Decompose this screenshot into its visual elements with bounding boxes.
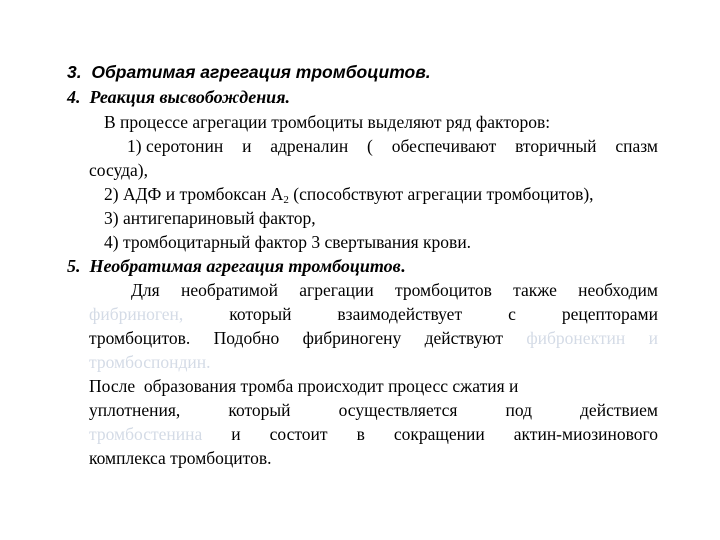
item-4-title: Реакция высвобождения. xyxy=(89,87,290,107)
para-2-line-2 xyxy=(89,398,658,422)
item-4-heading xyxy=(67,85,290,109)
term-fibrinogen: фибриноген, xyxy=(89,304,184,324)
text-word: Для xyxy=(131,280,160,300)
factor-2-prefix: 2) АДФ и тромбоксан А xyxy=(104,184,284,204)
item-5-heading xyxy=(67,254,405,278)
item-5-title-dot: . xyxy=(400,256,406,276)
text-word: также xyxy=(513,280,557,300)
text-word: рецепторами xyxy=(561,304,658,324)
term-fibronectin: фибронектин xyxy=(526,328,626,348)
text-word: необходим xyxy=(578,280,658,300)
text-word: и xyxy=(648,328,658,348)
text-word: фибриногену xyxy=(302,328,402,348)
text-word: адреналин xyxy=(270,136,349,156)
text-word: Подобно xyxy=(213,328,280,348)
text-word: в xyxy=(356,424,365,444)
text-word: ( xyxy=(367,136,373,156)
item-3-number: 3. xyxy=(67,62,82,82)
text-word: взаимодействует xyxy=(337,304,463,324)
term-thrombospondin: тромбоспондин. xyxy=(89,352,211,372)
text-word: осуществляется xyxy=(338,400,458,420)
factor-3: 3) антигепариновый фактор, xyxy=(104,208,316,228)
text-word: и xyxy=(242,136,252,156)
text-word: актин-миозинового xyxy=(513,424,658,444)
text-word: тромбоцитов. xyxy=(89,328,191,348)
text-word: сокращении xyxy=(393,424,485,444)
para-2-line-3 xyxy=(89,422,658,446)
text-word: необратимой xyxy=(180,280,279,300)
para-1-line-3 xyxy=(89,326,658,350)
text-word: вторичный xyxy=(515,136,597,156)
text-word: действуют xyxy=(424,328,503,348)
text-word: который xyxy=(228,400,291,420)
para-2-line-1: После образования тромба происходит процесс сжатия и xyxy=(89,376,519,396)
text-word: спазм xyxy=(615,136,658,156)
factor-1-line-1 xyxy=(127,134,658,158)
text-word: тромбоцитов xyxy=(395,280,492,300)
para-1-line-2 xyxy=(89,302,658,326)
text-word: агрегации xyxy=(299,280,374,300)
item-5-title: Необратимая агрегация тромбоцитов xyxy=(89,256,401,276)
para-2-line-4: комплекса тромбоцитов. xyxy=(89,448,272,468)
factor-2-suffix: (способствуют агрегации тромбоцитов), xyxy=(288,184,594,204)
item-5-number: 5. xyxy=(67,256,81,276)
item-4-number: 4. xyxy=(67,87,81,107)
factor-2 xyxy=(104,182,594,206)
text-word: обеспечивают xyxy=(391,136,497,156)
term-thrombostenin: тромбостенина xyxy=(89,424,203,444)
text-word: и xyxy=(231,424,241,444)
text-word: под xyxy=(505,400,532,420)
text-word: уплотнения, xyxy=(89,400,181,420)
para-1-line-1 xyxy=(131,278,658,302)
text-word: с xyxy=(508,304,516,324)
item-3-heading xyxy=(67,60,431,84)
item-4-intro: В процессе агрегации тромбоциты выделяют ряд факторов: xyxy=(104,112,551,132)
text-word: который xyxy=(229,304,292,324)
item-3-title: Обратимая агрегация тромбоцитов. xyxy=(91,62,431,82)
factor-4: 4) тромбоцитарный фактор 3 свертывания крови. xyxy=(104,232,472,252)
text-word: состоит xyxy=(269,424,328,444)
factor-2-subscript: 2 xyxy=(283,194,289,206)
text-word: 1) серотонин xyxy=(127,136,224,156)
factor-1-line-2: сосуда), xyxy=(89,160,149,180)
text-word: действием xyxy=(580,400,658,420)
